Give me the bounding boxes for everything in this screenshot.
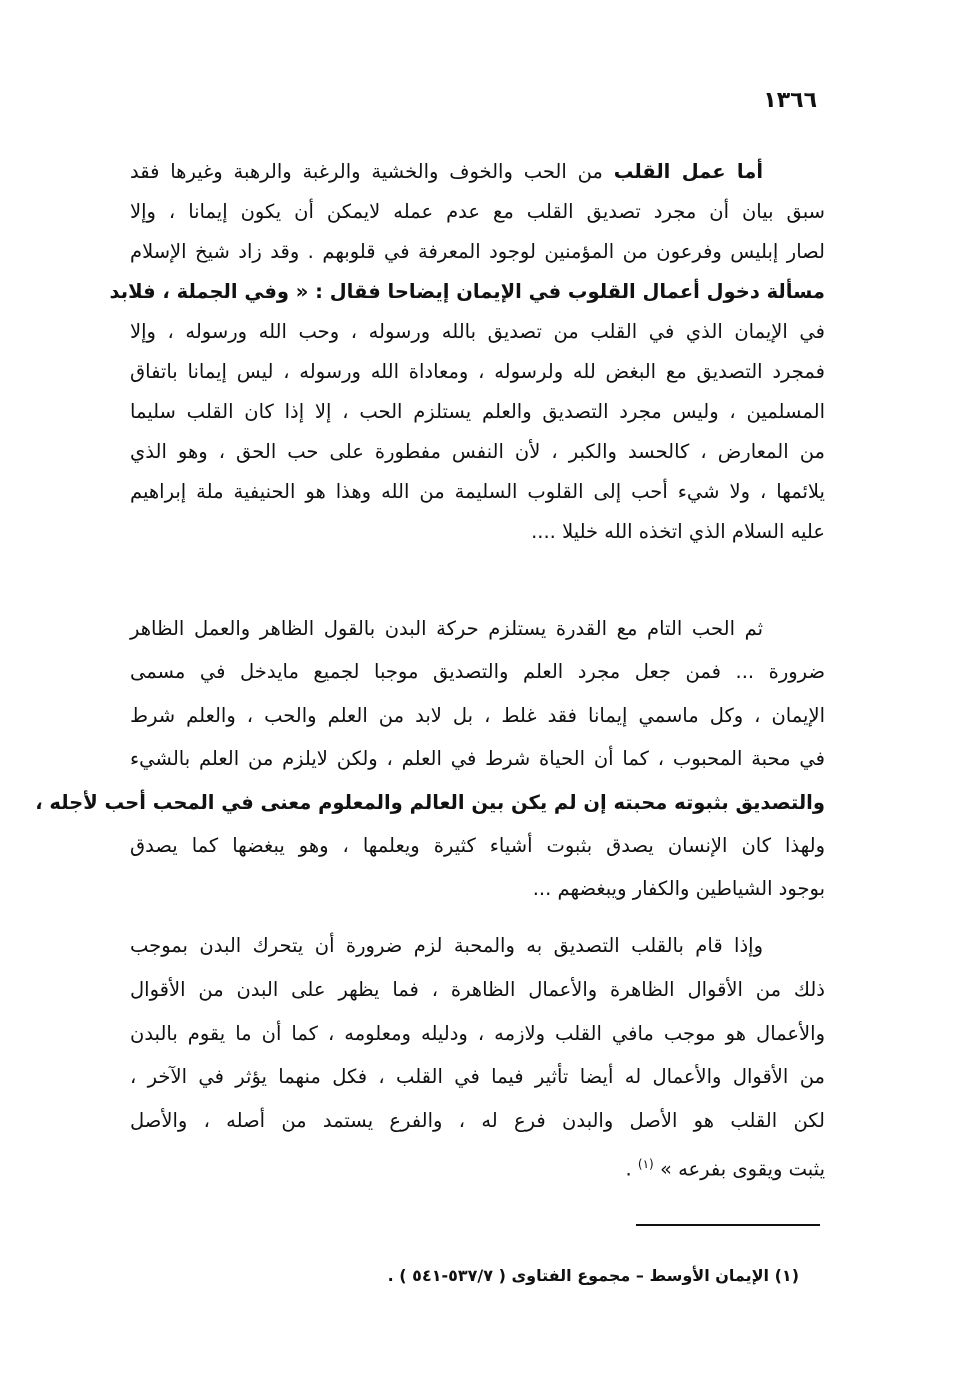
page-number: ١٣٦٦	[763, 88, 817, 113]
text-line: في محبة المحبوب ، كما أن الحياة شرط في العلم ، ولكن لايلزم من العلم بالشيء	[130, 747, 825, 771]
text-line: ولهذا كان الإنسان يصدق بثبوت أشياء كثيرة ويعلمها ، وهو يبغضها كما يصدق	[130, 833, 825, 857]
text-line: من الأقوال والأعمال له أيضا تأثير فيما في القلب ، فكل منهما يؤثر في الآخر ،	[130, 1065, 825, 1089]
footnote-ref[interactable]: (١)	[637, 1156, 654, 1171]
text-span: يثبت ويقوى بفرعه »	[659, 1157, 825, 1181]
footnote: (١) الإيمان الأوسط – مجموع الفتاوى ( ٥٣٧/٧-٥٤١ ) .	[387, 1266, 799, 1285]
text-line: في الإيمان الذي في القلب من تصديق بالله ورسوله ، وحب الله ورسوله ، وإلا	[130, 320, 825, 343]
text-span: من الحب والخوف والخشية والرغبة والرهبة وغيرها فقد	[130, 160, 603, 183]
text-line: ذلك من الأقوال الظاهرة والأعمال الظاهرة ، فما يظهر على البدن من الأقوال	[130, 977, 825, 1001]
bold-lead: أما عمل القلب	[613, 160, 764, 183]
text-line: وإذا قام بالقلب التصديق به والمحبة لزم ضرورة أن يتحرك البدن بموجب	[130, 934, 763, 957]
text-line: والتصديق بثبوته محبته إن لم يكن بين العالم والمعلوم معنى في المحب أحب لأجله ،	[35, 790, 825, 814]
text-line: الإيمان ، وكل ماسمي إيمانا فقد غلط ، بل لابد من العلم والحب ، والعلم شرط	[130, 703, 825, 727]
paragraph-1	[109, 152, 825, 552]
text-line: بوجود الشياطين والكفار ويبغضهم ...	[532, 877, 825, 901]
text-line: عليه السلام الذي اتخذه الله خليلا ....	[531, 520, 825, 543]
text-line: من المعارض ، كالحسد والكبر ، لأن النفس مفطورة على حب الحق ، وهو الذي	[130, 440, 825, 463]
text-line: لصار إبليس وفرعون من المؤمنين لوجود المعرفة في قلوبهم . وقد زاد شيخ الإسلام	[130, 240, 825, 263]
text-span: .	[625, 1157, 638, 1181]
text-line: ضرورة ... فمن جعل مجرد العلم والتصديق موجبا لجميع مايدخل في مسمى	[130, 660, 825, 684]
paragraph-3	[130, 924, 825, 1187]
text-line	[130, 152, 825, 192]
text-line: والأعمال هو موجب مافي القلب ولازمه ، ودليله ومعلومه ، كما أن ما يقوم بالبدن	[130, 1021, 825, 1045]
text-line: سبق بيان أن مجرد تصديق القلب مع عدم عمله لايمكن أن يكون إيمانا ، وإلا	[130, 200, 825, 223]
text-line: فمجرد التصديق مع البغض لله ولرسوله ، ومعاداة الله ورسوله ، ليس إيمانا باتفاق	[130, 360, 825, 383]
text-line: مسألة دخول أعمال القلوب في الإيمان إيضاحا فقال : « وفي الجملة ، فلابد	[109, 280, 825, 303]
text-line: المسلمين ، وليس مجرد التصديق والعلم يستلزم الحب ، إلا إذا كان القلب سليما	[130, 400, 825, 423]
paragraph-2	[35, 607, 825, 911]
text-line: لكن القلب هو الأصل والبدن فرع له ، والفرع يستمد من أصله ، والأصل	[130, 1109, 825, 1133]
text-line	[130, 1143, 825, 1187]
text-line: يلائمها ، ولا شيء أحب إلى القلوب السليمة من الله وهذا هو الحنيفية ملة إبراهيم	[130, 480, 825, 503]
text-line: ثم الحب التام مع القدرة يستلزم حركة البدن بالقول الظاهر والعمل الظاهر	[130, 617, 763, 640]
footnote-divider	[636, 1224, 820, 1226]
